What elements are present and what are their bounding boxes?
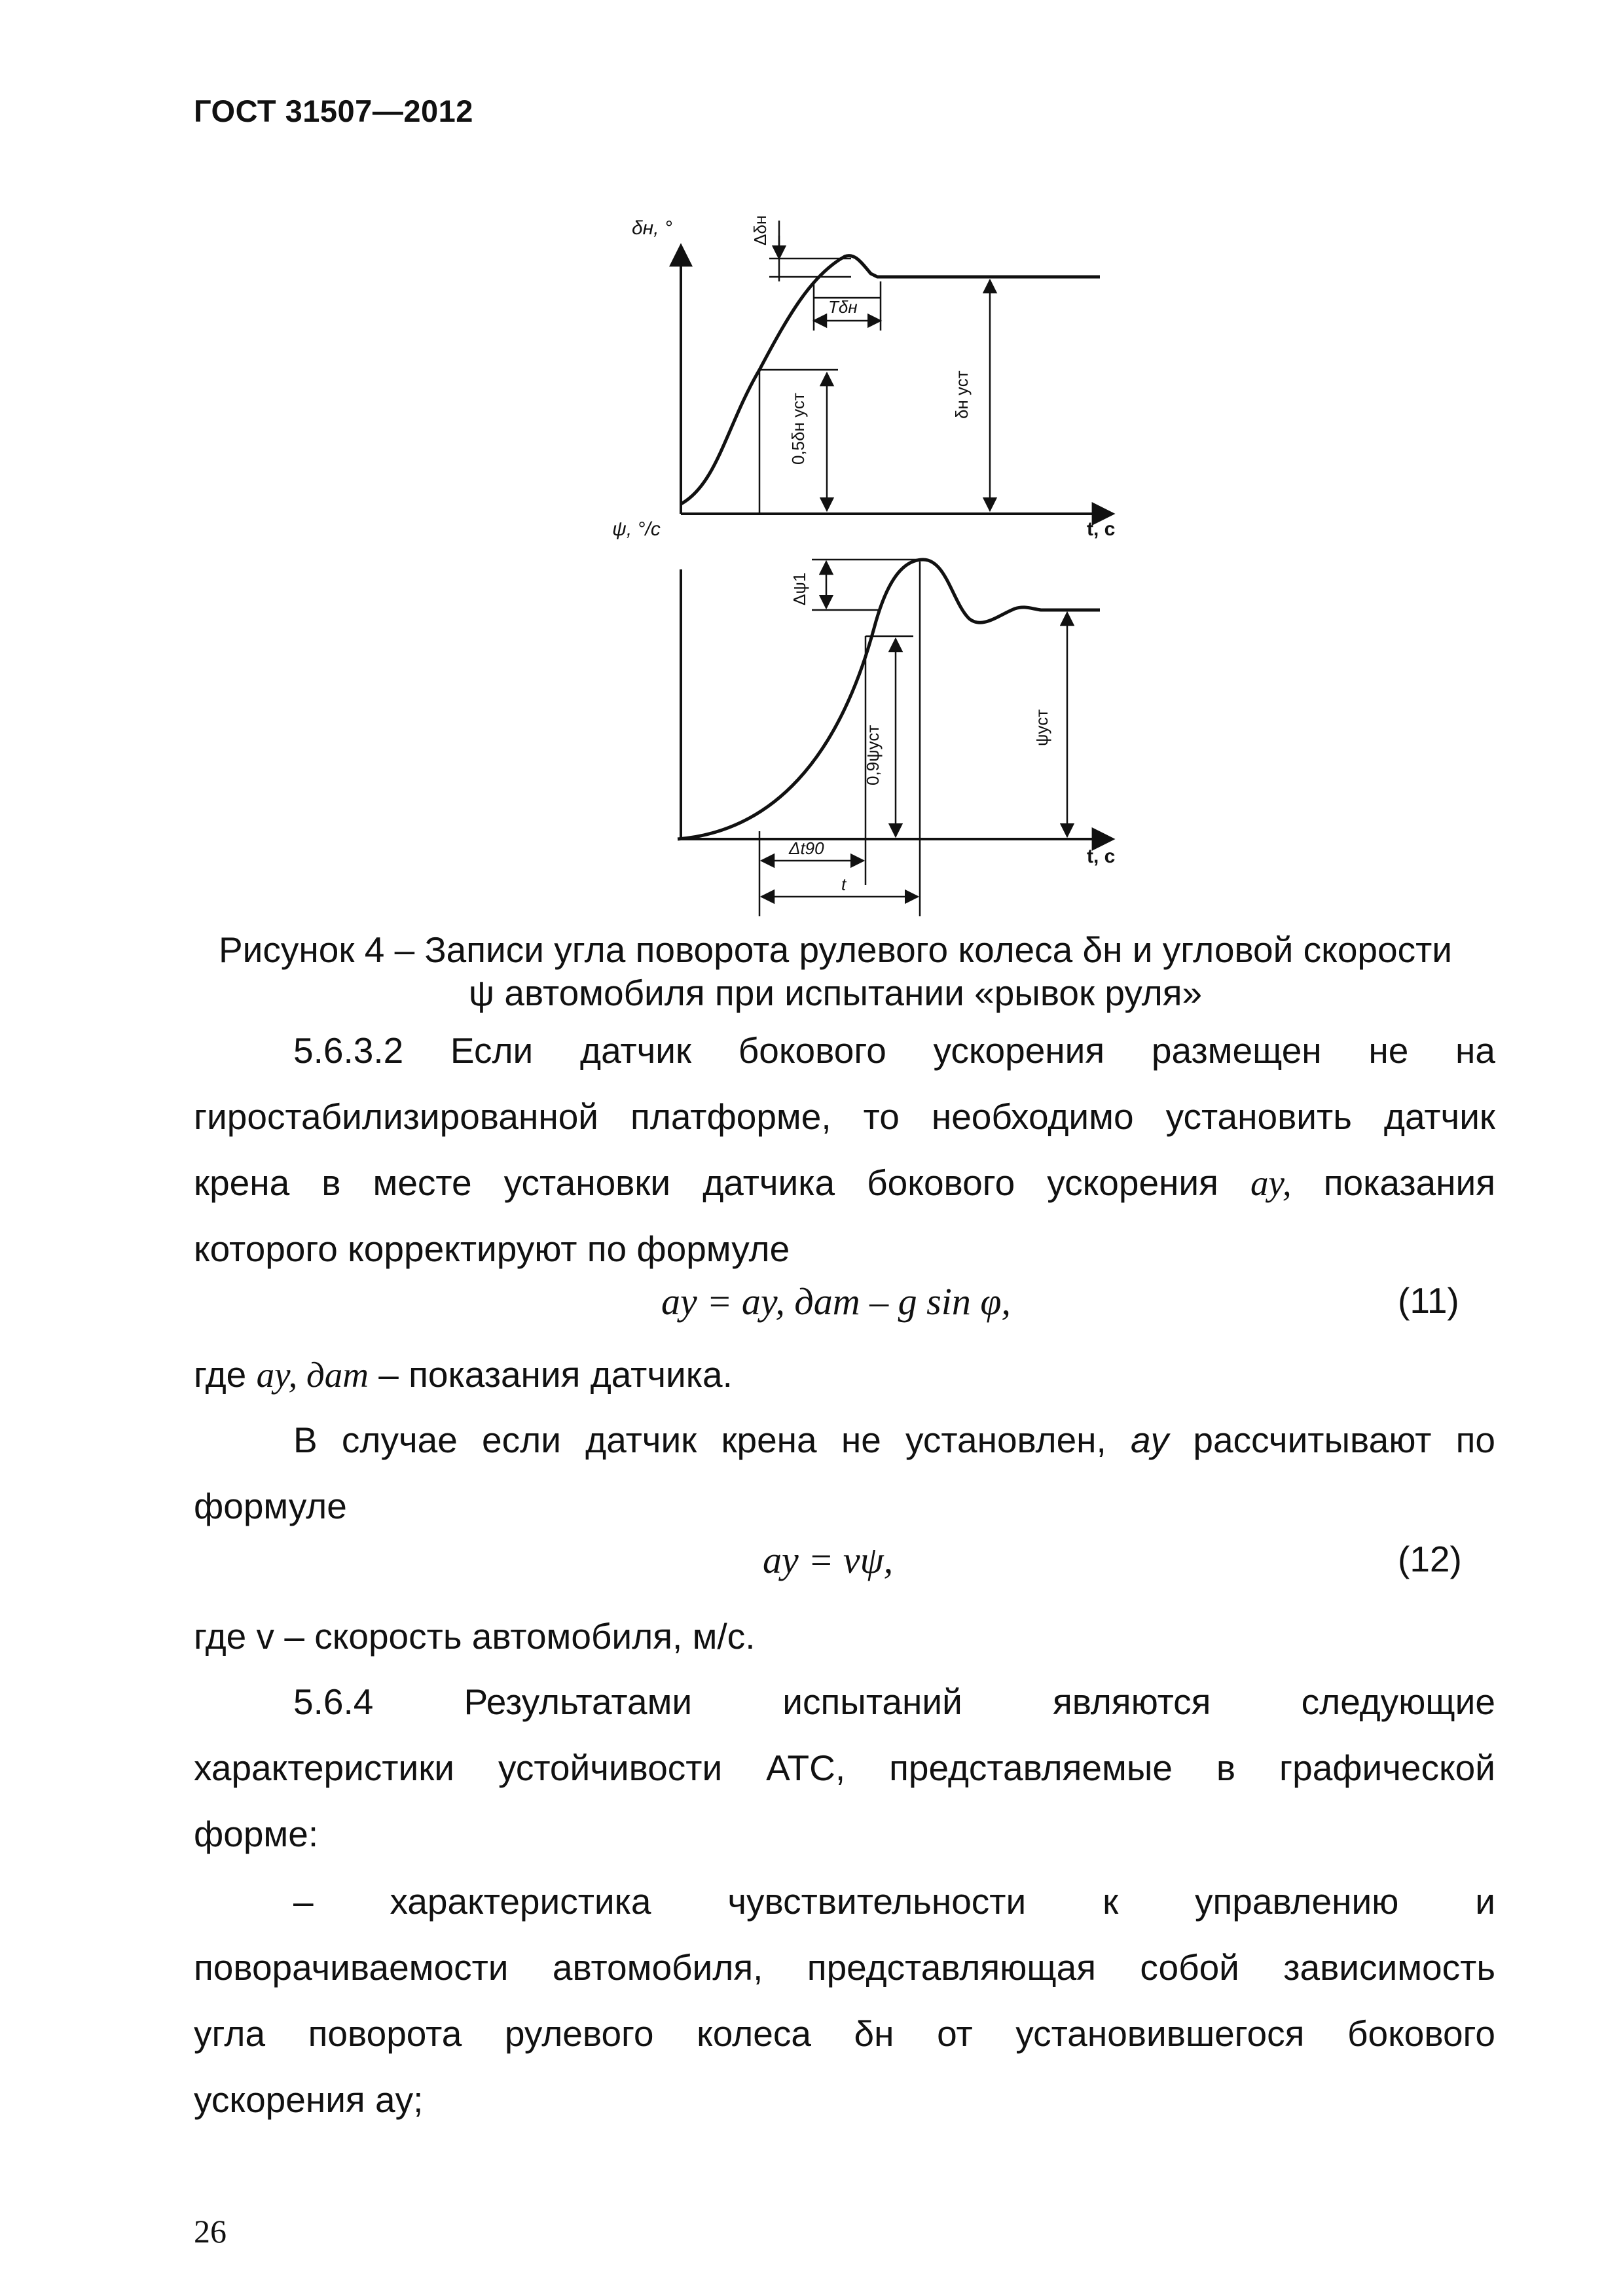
top-x-axis-label: t, с [1087, 518, 1116, 540]
formula-12-number: (12) [1398, 1539, 1462, 1579]
yaw-rate-curve [678, 560, 1100, 839]
top-y-axis-label: δн, ° [632, 217, 672, 239]
section-564-line1: 5.6.4 Результатами испытаний являются следующие [293, 1681, 1495, 1722]
section-5-6-4 [194, 1669, 1495, 1867]
formula-12 [763, 1538, 893, 1582]
bullet1-line3: угла поворота рулевого колеса δн от установившегося бокового [194, 2013, 1495, 2054]
para-no-roll-sensor-line1 [194, 1407, 1495, 1473]
para-no-roll-sensor [194, 1407, 1495, 1539]
bottom-x-axis-label: t, с [1087, 846, 1116, 867]
ay-variable-2: ay [1131, 1420, 1169, 1460]
section-5632-line3-a: крена в месте установки датчика бокового ускорения [194, 1162, 1218, 1203]
dim-dt90-label: Δt90 [789, 838, 824, 858]
steering-angle-curve [681, 256, 1100, 504]
section-5632-line3 [194, 1150, 1495, 1216]
section-5632-line4: которого корректируют по формуле [194, 1229, 790, 1269]
para-line1-a: В случае если датчик крена не установлен, [293, 1420, 1106, 1460]
steering-response-figure [589, 190, 1152, 923]
bullet-item-1 [194, 1869, 1495, 2133]
figure-caption-line2: ψ автомобиля при испытании «рывок руля» [468, 973, 1203, 1013]
dim-delta-psi-label: Δψ1 [790, 572, 809, 605]
dim-delta-steady-label: δн уст [952, 370, 972, 419]
section-5632-line3-b: показания [1323, 1162, 1496, 1203]
formula-11-number: (11) [1398, 1280, 1459, 1321]
formula-12-text: ay = vψ, [763, 1539, 894, 1581]
dim-half-delta-label: 0,5δн уст [788, 393, 808, 465]
ay-variable: ay, [1250, 1163, 1292, 1203]
dim-09psi-label: 0,9ψуст [863, 725, 883, 785]
para-line1-b: рассчитывают по [1193, 1420, 1496, 1460]
section-5632-line1: 5.6.3.2 Если датчик бокового ускорения размещен не на [293, 1030, 1495, 1071]
dim-psi-steady-label: ψуст [1032, 709, 1051, 746]
page-number: 26 [194, 2213, 227, 2250]
where-11-var: ay, дат [256, 1355, 369, 1395]
dim-t-label: t [841, 874, 847, 894]
figure-caption [194, 928, 1477, 1014]
bullet1-line2: поворачиваемости автомобиля, представляющая собой зависимость [194, 1947, 1495, 1988]
formula-11-text: ay = ay, дат – g sin φ, [661, 1280, 1011, 1323]
dim-t-delta-label: Tδн [828, 297, 858, 317]
section-564-line3: форме: [194, 1814, 319, 1854]
where-12: где v – скорость автомобиля, м/с. [194, 1616, 756, 1657]
figure-caption-line1: Рисунок 4 – Записи угла поворота рулевого колеса δн и угловой скорости [219, 929, 1452, 970]
bullet1-line4: ускорения ay; [194, 2079, 424, 2120]
section-564-line2: характеристики устойчивости АТС, представляемые в графической [194, 1748, 1495, 1788]
where-11-prefix: где [194, 1354, 247, 1395]
formula-11 [661, 1280, 1011, 1323]
bottom-y-axis-label: ψ, °/с [612, 518, 661, 540]
para-no-roll-sensor-line2: формуле [194, 1486, 347, 1526]
section-5-6-3-2 [194, 1018, 1495, 1282]
bullet1-line1: – характеристика чувствительности к управлению и [293, 1881, 1495, 1922]
document-header: ГОСТ 31507—2012 [194, 94, 473, 128]
where-11 [194, 1342, 1495, 1408]
dim-delta-overshoot-label: Δδн [750, 215, 770, 245]
where-11-suffix: – показания датчика. [378, 1354, 733, 1395]
section-5632-line2: гиростабилизированной платформе, то необходимо установить датчик [194, 1096, 1495, 1137]
